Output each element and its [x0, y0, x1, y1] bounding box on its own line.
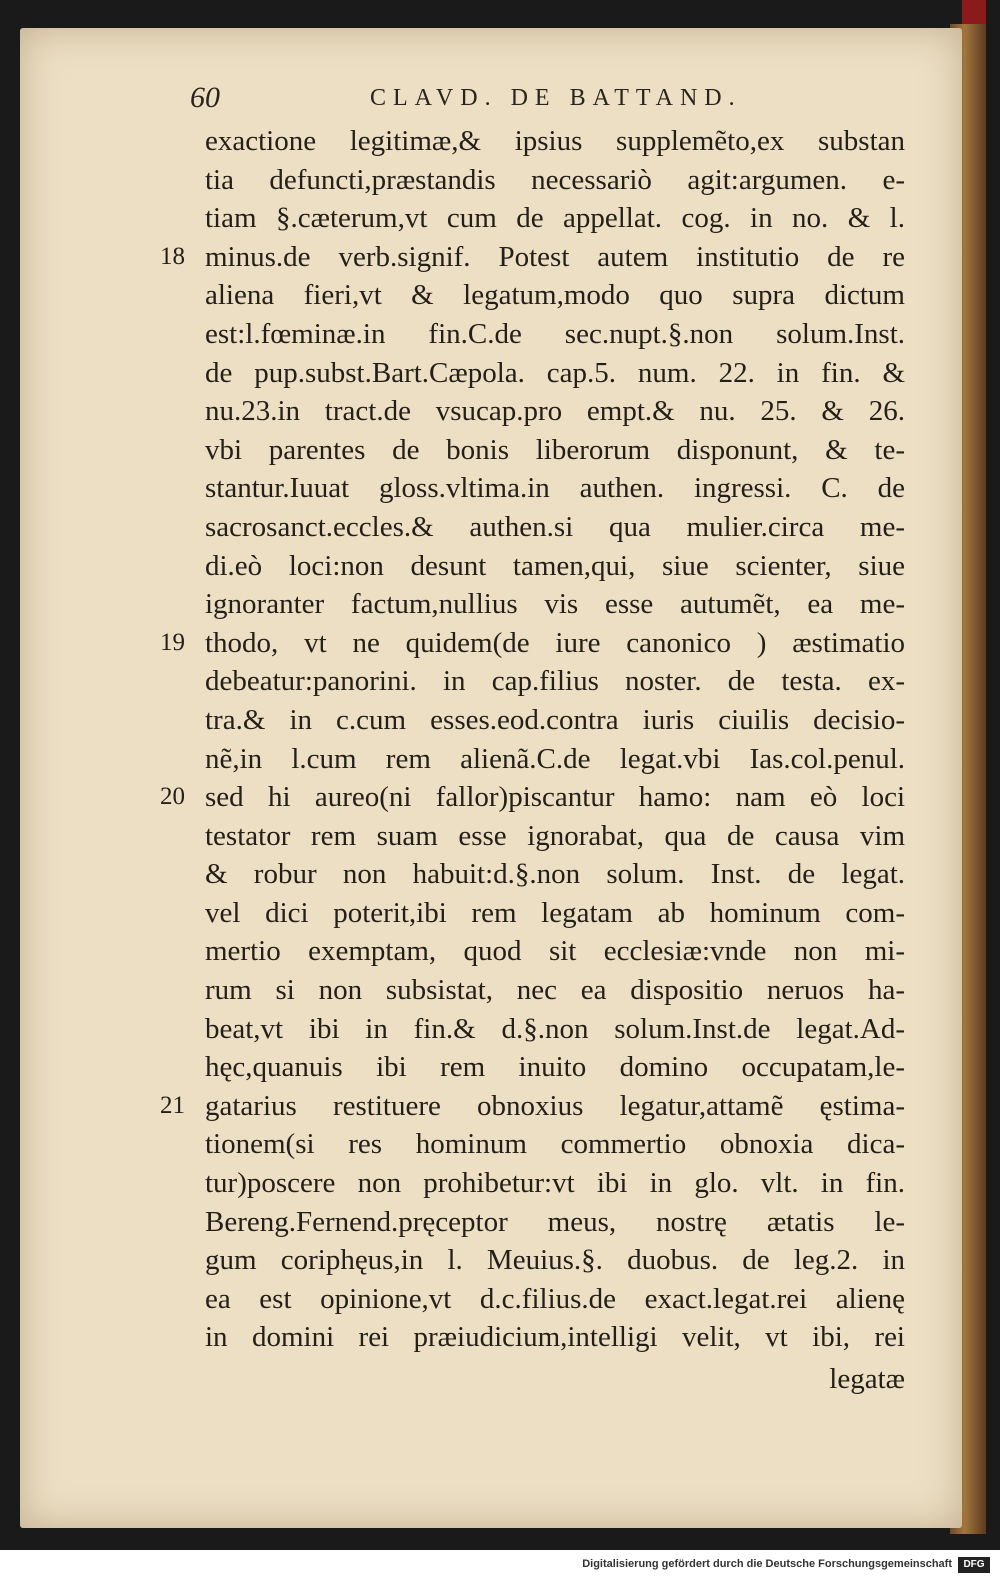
text-line [160, 662, 920, 701]
line-text: ea est opinione,vt d.c.filius.de exact.legat.rei alienę [205, 1282, 905, 1315]
line-text: de pup.subst.Bart.Cæpola. cap.5. num. 22. in fin. & [205, 356, 905, 389]
line-text: ignoranter factum,nullius vis esse autumẽt, ea me- [205, 588, 905, 621]
line-text: vbi parentes de bonis liberorum disponunt, & te- [205, 433, 905, 466]
line-text: testator rem suam esse ignorabat, qua de causa vim [205, 819, 905, 852]
text-line [160, 122, 920, 161]
line-text: gatarius restituere obnoxius legatur,attamẽ ęstima- [205, 1089, 905, 1122]
line-text: hęc,quanuis ibi rem inuito domino occupatam,le- [205, 1051, 905, 1084]
page-number: 60 [190, 81, 220, 114]
line-text: minus.de verb.signif. Potest autem institutio de re [205, 240, 905, 273]
marginal-number: 21 [160, 1091, 185, 1119]
text-line [160, 392, 920, 431]
line-text: tia defuncti,præstandis necessariò agit:argumen. e- [205, 163, 905, 196]
running-head: CLAVD. DE BATTAND. [370, 85, 742, 111]
line-text: & robur non habuit:d.§.non solum. Inst. de legat. [205, 858, 905, 891]
line-text: stantur.Iuuat gloss.vltima.in authen. ingressi. C. de [205, 472, 905, 505]
marginal-number: 19 [160, 628, 185, 656]
line-text: vel dici poterit,ibi rem legatam ab hominum com- [205, 896, 905, 929]
page-header [190, 78, 790, 118]
text-line [160, 624, 920, 663]
text-line [160, 1318, 920, 1357]
line-text: di.eò loci:non desunt tamen,qui, siue scienter, siue [205, 549, 905, 582]
text-line [160, 315, 920, 354]
line-text: mertio exemptam, quod sit ecclesiæ:vnde non mi- [205, 935, 905, 968]
text-line [160, 1125, 920, 1164]
text-line [160, 199, 920, 238]
line-text: tur)poscere non prohibetur:vt ibi in glo. vlt. in fin. [205, 1167, 905, 1200]
funding-credit: Digitalisierung gefördert durch die Deutsche Forschungsgemeinschaft [582, 1558, 952, 1570]
line-text: tra.& in c.cum esses.eod.contra iuris ciuilis decisio- [205, 703, 905, 736]
marginal-number: 18 [160, 242, 185, 270]
line-text: aliena fieri,vt & legatum,modo quo supra dictum [205, 279, 905, 312]
text-line [160, 932, 920, 971]
line-text: beat,vt ibi in fin.& d.§.non solum.Inst.de legat.Ad- [205, 1012, 905, 1045]
text-line [160, 817, 920, 856]
text-line [160, 469, 920, 508]
line-text: rum si non subsistat, nec ea dispositio neruos ha- [205, 974, 905, 1007]
line-text: exactione legitimæ,& ipsius supplemẽto,ex substan [205, 125, 905, 157]
line-text: nu.23.in tract.de vsucap.pro empt.& nu. 25. & 26. [205, 395, 905, 428]
body-text [160, 122, 920, 1357]
text-line [160, 1241, 920, 1280]
line-text: sacrosanct.eccles.& authen.si qua mulier.circa me- [205, 510, 905, 543]
footer-bar [0, 1552, 1000, 1582]
line-text: tiam §.cæterum,vt cum de appellat. cog. in no. & l. [205, 202, 905, 235]
text-line [160, 1164, 920, 1203]
text-line [160, 585, 920, 624]
line-text: gum coriphęus,in l. Meuius.§. duobus. de leg.2. in [205, 1244, 905, 1277]
line-text: Bereng.Fernend.pręceptor meus, nostrę ætatis le- [205, 1205, 905, 1238]
marginal-number: 20 [160, 783, 185, 811]
color-marker [962, 0, 986, 24]
text-line [160, 276, 920, 315]
text-line [160, 894, 920, 933]
text-line [160, 431, 920, 470]
text-line [160, 547, 920, 586]
text-line [160, 1010, 920, 1049]
text-line [160, 1087, 920, 1126]
text-line [160, 971, 920, 1010]
text-line [160, 778, 920, 817]
text-line [160, 161, 920, 200]
text-line [160, 701, 920, 740]
text-line [160, 238, 920, 277]
line-text: sed hi aureo(ni fallor)piscantur hamo: nam eò loci [205, 781, 905, 814]
line-text: nẽ,in l.cum rem alienã.C.de legat.vbi Ias.col.penul. [205, 742, 905, 775]
catchword: legatæ [829, 1363, 905, 1395]
text-line [160, 508, 920, 547]
dfg-logo: DFG [958, 1557, 990, 1573]
text-line [160, 354, 920, 393]
text-line [160, 855, 920, 894]
line-text: debeatur:panorini. in cap.filius noster. de testa. ex- [205, 665, 905, 698]
text-line [160, 1203, 920, 1242]
line-text: thodo, vt ne quidem(de iure canonico ) æstimatio [205, 626, 905, 659]
text-line [160, 1048, 920, 1087]
line-text: tionem(si res hominum commertio obnoxia dica- [205, 1128, 905, 1161]
line-text: est:l.fœminæ.in fin.C.de sec.nupt.§.non solum.Inst. [205, 317, 905, 350]
text-line [160, 1280, 920, 1319]
line-text: in domini rei præiudicium,intelligi velit, vt ibi, rei [205, 1321, 905, 1354]
text-line [160, 740, 920, 779]
